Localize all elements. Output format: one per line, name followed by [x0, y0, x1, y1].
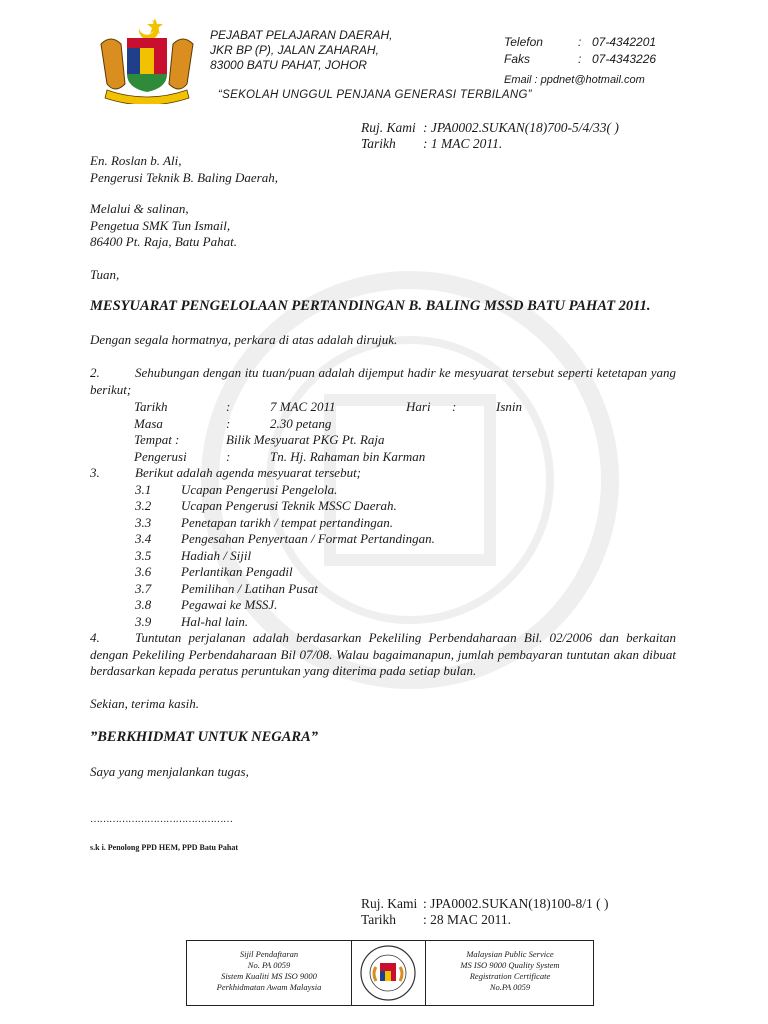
ref-label: Ruj. Kami — [361, 896, 418, 911]
date-label: Tarikh — [361, 912, 397, 927]
iso-seal-icon — [352, 941, 424, 1005]
ref-value: : JPA0002.SUKAN(18)100-8/1 ( ) — [423, 896, 609, 911]
paragraph-number: 4. — [90, 630, 100, 645]
chair-sep: : — [226, 448, 231, 464]
reference-top — [361, 120, 681, 152]
paragraph-2 — [90, 365, 676, 398]
fax-label: Faks — [504, 52, 531, 66]
item-number: 3.3 — [135, 514, 152, 530]
cert-line: Perkhidmatan Awam Malaysia — [216, 982, 322, 992]
cert-line: No. PA 0059 — [247, 960, 291, 970]
list-item — [135, 614, 676, 631]
day-sep: : — [452, 399, 457, 414]
item-number: 3.9 — [135, 613, 152, 629]
phone-label: Telefon — [504, 35, 543, 49]
phone-value: 07-4342201 — [592, 35, 657, 49]
phone-sep: : — [578, 35, 582, 49]
cert-left — [187, 941, 352, 1005]
fax-value: 07-4343226 — [592, 52, 657, 66]
date-sep: : — [226, 399, 231, 414]
agenda-list — [135, 482, 676, 631]
venue-label: Tempat : — [134, 432, 180, 447]
day-label: Hari — [406, 399, 431, 414]
paragraph-3 — [90, 465, 676, 630]
meeting-details — [134, 399, 654, 465]
date-value: : 1 MAC 2011. — [423, 136, 503, 151]
item-text: Perlantikan Pengadil — [181, 564, 293, 579]
venue-value: Bilik Mesyuarat PKG Pt. Raja — [226, 432, 385, 447]
cert-line: No.PA 0059 — [489, 982, 531, 992]
date-label: Tarikh — [134, 399, 168, 414]
list-item — [135, 531, 676, 548]
slogan: ”BERKHIDMAT UNTUK NEGARA” — [90, 729, 319, 745]
salutation: Tuan, — [90, 267, 120, 282]
iso-certification-box — [186, 940, 594, 1006]
item-number: 3.5 — [135, 547, 152, 563]
ref-value: : JPA0002.SUKAN(18)700-5/4/33( ) — [423, 120, 619, 135]
item-text: Ucapan Pengerusi Pengelola. — [181, 481, 338, 497]
motto: “SEKOLAH UNGGUL PENJANA GENERASI TERBILANG” — [218, 89, 532, 101]
list-item — [135, 498, 676, 515]
contact-block — [504, 34, 674, 68]
paragraph-4 — [90, 630, 676, 680]
closing: Sekian, terima kasih. — [90, 696, 200, 711]
ref-label: Ruj. Kami — [361, 120, 416, 135]
via-line: Melalui & salinan, — [90, 201, 189, 216]
date-value: : 28 MAC 2011. — [423, 912, 512, 927]
recipient-block — [90, 153, 278, 186]
chair-value: Tn. Hj. Rahaman bin Karman — [270, 448, 426, 464]
cert-seal — [352, 941, 424, 1005]
day-value: Isnin — [496, 399, 522, 414]
item-text: Ucapan Pengerusi Teknik MSSC Daerah. — [181, 498, 397, 513]
via-line: Pengetua SMK Tun Ismail, — [90, 217, 231, 233]
item-number: 3.7 — [135, 580, 152, 596]
cert-line: Sistem Kualiti MS ISO 9000 — [221, 971, 317, 981]
paragraph-1: Dengan segala hormatnya, perkara di atas adalah dirujuk. — [90, 332, 398, 347]
malaysia-coat-of-arms-icon — [93, 14, 201, 104]
office-line: JKR BP (P), JALAN ZAHARAH, — [210, 43, 379, 57]
fax-sep: : — [578, 52, 582, 66]
chair-label: Pengerusi — [134, 448, 187, 464]
reference-bottom — [361, 896, 681, 928]
item-text: Penetapan tarikh / tempat pertandingan. — [181, 514, 393, 530]
recipient-title: Pengerusi Teknik B. Baling Daerah, — [90, 169, 278, 185]
item-text: Pemilihan / Latihan Pusat — [181, 580, 318, 596]
item-number: 3.2 — [135, 498, 152, 513]
cc-line: s.k i. Penolong PPD HEM, PPD Batu Pahat — [90, 843, 239, 852]
email-line: Email : ppdnet@hotmail.com — [504, 74, 645, 86]
item-number: 3.1 — [135, 481, 152, 497]
office-line: PEJABAT PELAJARAN DAERAH, — [210, 28, 393, 42]
list-item — [135, 515, 676, 532]
date-value: 7 MAC 2011 — [270, 399, 336, 414]
agenda-intro: Berikut adalah agenda mesyuarat tersebut; — [135, 465, 362, 480]
office-address — [210, 28, 440, 73]
list-item — [135, 548, 676, 565]
item-text: Hadiah / Sijil — [181, 547, 252, 563]
time-sep: : — [226, 415, 231, 431]
via-block — [90, 201, 237, 251]
list-item — [135, 597, 676, 614]
paragraph-number: 2. — [90, 365, 100, 380]
cert-line: Sijil Pendaftaran — [239, 949, 299, 959]
time-label: Masa — [134, 415, 163, 431]
item-text: Pegawai ke MSSJ. — [181, 597, 278, 612]
signoff: Saya yang menjalankan tugas, — [90, 764, 249, 779]
office-line: 83000 BATU PAHAT, JOHOR — [210, 58, 367, 72]
item-text: Pengesahan Penyertaan / Format Pertandingan. — [181, 531, 435, 546]
signature-line: ……………………………………… — [90, 814, 233, 825]
paragraph-2-text: Sehubungan dengan itu tuan/puan adalah dijemput hadir ke mesyuarat tersebut seperti ketetapan yang berikut; — [90, 365, 676, 397]
item-text: Hal-hal lain. — [181, 613, 249, 629]
list-item — [135, 564, 676, 581]
item-number: 3.6 — [135, 564, 152, 579]
cert-line: MS ISO 9000 Quality System — [460, 960, 560, 970]
date-label: Tarikh — [361, 136, 396, 151]
subject-heading: MESYUARAT PENGELOLAAN PERTANDINGAN B. BALING MSSD BATU PAHAT 2011. — [90, 298, 651, 314]
paragraph-4-text: Tuntutan perjalanan adalah berdasarkan Pekeliling Perbendaharaan Bil. 02/2006 dan berkaitan dengan Pekeliling Perbendaharaan Bil 07/08. Walau bagaimanapun, jumlah pembayaran tuntutan akan dibuat berdasarkan kepada peratus peruntukan yang diterima pada setiap bulan. — [90, 630, 676, 678]
list-item — [135, 482, 676, 499]
recipient-name: En. Roslan b. Ali, — [90, 153, 182, 168]
via-line: 86400 Pt. Raja, Batu Pahat. — [90, 234, 237, 249]
item-number: 3.4 — [135, 531, 152, 546]
paragraph-number: 3. — [90, 465, 100, 480]
time-value: 2.30 petang — [270, 415, 332, 431]
cert-line: Malaysian Public Service — [466, 949, 554, 959]
item-number: 3.8 — [135, 597, 152, 612]
list-item — [135, 581, 676, 598]
cert-right — [425, 941, 594, 1005]
cert-line: Registration Certificate — [469, 971, 551, 981]
